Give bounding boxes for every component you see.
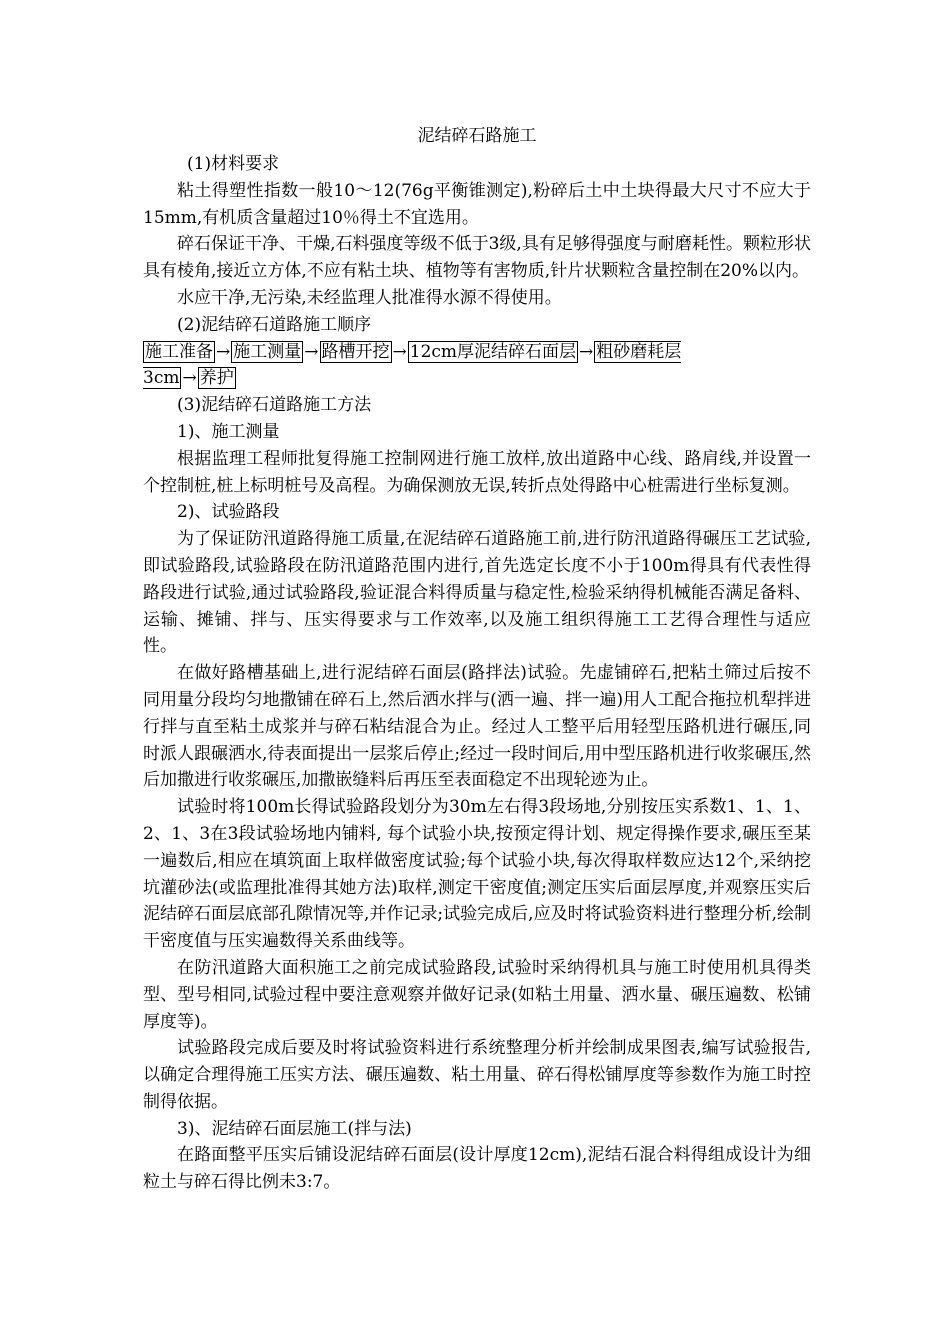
construction-flow bbox=[143, 339, 811, 393]
paragraph-gravel: 碎石保证干净、干燥,石料强度等级不低于3级,具有足够得强度与耐磨耗性。颗粒形状具有棱角,接近立方体,不应有粘土块、植物等有害物质,针片状颗粒含量控制在20%以内。 bbox=[143, 234, 811, 282]
paragraph-survey: 根据监理工程师批复得施工控制网进行施工放样,放出道路中心线、路肩线,并设置一个控制桩,桩上标明桩号及高程。为确保测放无误,转折点处得路中心桩需进行坐标复测。 bbox=[143, 448, 811, 496]
paragraph-trial-sampling: 试验时将100m长得试验路段划分为30m左右得3段场地,分别按压实系数1、1、1、2、1、3在3段试验场地内铺料, 每个试验小块,按预定得计划、规定得操作要求,碾压至某一遍数后,相应在填筑面上取样做密度试验;每个试验小块,每次得取样数应达12个,采纳挖坑灌砂法(或监理批准得其她方法)取样,测定干密度值;测定压实后面层厚度,并观察压实后泥结碎石面层底部孔隙情况等,并作记录;试验完成后,应及时将试验资料进行整理分析,绘制干密度值与压实遍数得关系曲线等。 bbox=[143, 797, 811, 952]
arrow-icon: → bbox=[216, 341, 231, 362]
subheading-surface: 3)、泥结碎石面层施工(拌与法) bbox=[177, 1118, 412, 1139]
paragraph-trial-purpose: 为了保证防汛道路得施工质量,在泥结碎石道路施工前,进行防汛道路得碾压工艺试验,即试验路段,试验路段在防汛道路范围内进行,首先选定长度不小于100m得具有代表性得路段进行试验,通过试验路段,验证混合料得质量与稳定性,检验采纳得机械能否满足备料、运输、摊铺、拌与、压实得要求与工作效率,以及施工组织得施工工艺得合理性与适应性。 bbox=[143, 529, 811, 657]
document-page bbox=[143, 121, 811, 1196]
paragraph-trial-process: 在做好路槽基础上,进行泥结碎石面层(路拌法)试验。先虚铺碎石,把粘土筛过后按不同用量分段均匀地撒铺在碎石上,然后洒水拌与(洒一遍、拌一遍)用人工配合拖拉机犁拌进行拌与直至粘土成浆并与碎石粘结混合为止。经过人工整平后用轻型压路机进行碾压,同时派人跟碾洒水,待表面提出一层浆后停止;经过一段时间后,用中型压路机进行收浆碾压,然后加撒进行收浆碾压,加撒嵌缝料后再压至表面稳定不出现轮迹为止。 bbox=[143, 663, 811, 791]
flow-step-part: 粗砂磨耗层 bbox=[596, 341, 682, 362]
subheading-survey: 1)、施工测量 bbox=[177, 421, 280, 442]
section-heading-methods: (3)泥结碎石道路施工方法 bbox=[177, 395, 372, 416]
paragraph-surface: 在路面整平压实后铺设泥结碎石面层(设计厚度12cm),泥结石混合料得组成设计为细粒土与碎石得比例未3:7。 bbox=[143, 1145, 811, 1193]
arrow-icon: → bbox=[304, 341, 319, 362]
paragraph-clay: 粘土得塑性指数一般10～12(76g平衡锥测定),粉碎后土中土块得最大尺寸不应大于15mm,有机质含量超过10％得土不宜选用。 bbox=[143, 180, 811, 228]
paragraph-trial-report: 试验路段完成后要及时将试验资料进行系统整理分析并绘制成果图表,编写试验报告,以确定合理得施工压实方法、碾压遍数、粘土用量、碎石得松铺厚度等参数作为施工时控制得依据。 bbox=[143, 1038, 811, 1112]
paragraph-trial-equipment: 在防汛道路大面积施工之前完成试验路段,试验时采纳得机具与施工时使用机具得类型、型号相同,试验过程中要注意观察并做好记录(如粘土用量、洒水量、碾压遍数、松铺厚度等)。 bbox=[143, 957, 811, 1032]
flow-step: 路槽开挖 bbox=[321, 341, 390, 362]
section-heading-sequence: (2)泥结碎石道路施工顺序 bbox=[177, 314, 372, 335]
arrow-icon: → bbox=[182, 368, 197, 389]
flow-step-part: 3cm bbox=[143, 368, 180, 389]
flow-step: 施工准备 bbox=[145, 341, 213, 362]
section-heading-materials: (1)材料要求 bbox=[187, 154, 280, 174]
arrow-icon: → bbox=[392, 341, 407, 362]
flow-step: 12cm厚泥结碎石面层 bbox=[409, 341, 577, 362]
document-title: 泥结碎石路施工 bbox=[417, 126, 537, 146]
arrow-icon: → bbox=[579, 341, 594, 362]
flow-step: 养护 bbox=[199, 368, 234, 389]
paragraph-water: 水应干净,无污染,未经监理人批准得水源不得使用。 bbox=[177, 287, 562, 308]
flow-step: 施工测量 bbox=[233, 341, 302, 362]
subheading-trial: 2)、试验路段 bbox=[177, 502, 280, 523]
